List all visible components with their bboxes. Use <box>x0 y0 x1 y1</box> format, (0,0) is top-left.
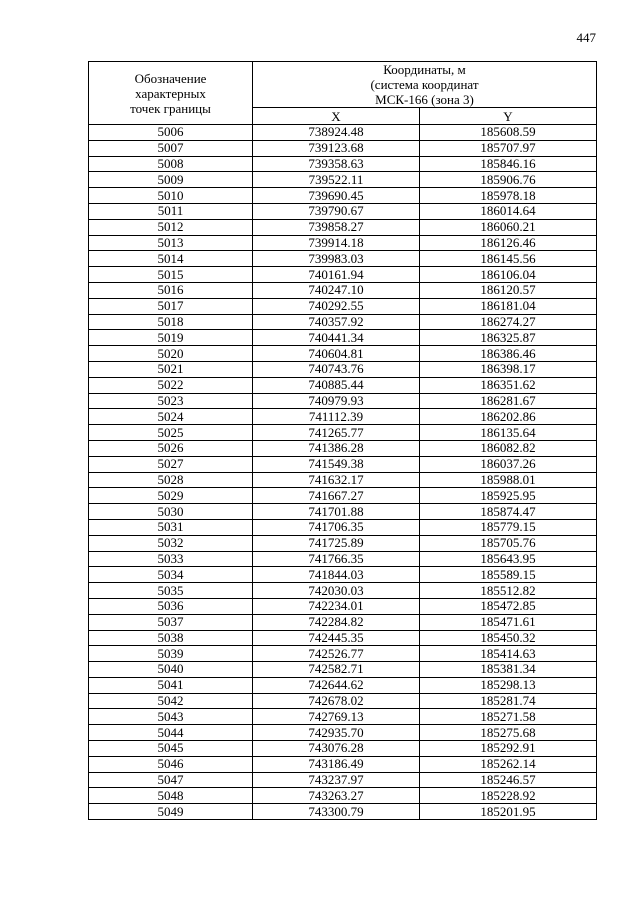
table-row <box>89 314 597 330</box>
point-id-cell: 5024 <box>89 409 253 425</box>
table-row <box>89 535 597 551</box>
y-coordinate-cell: 185925.95 <box>420 488 597 504</box>
table-row <box>89 409 597 425</box>
table-row <box>89 598 597 614</box>
header-text-line: (система координат <box>370 77 479 92</box>
y-coordinate-cell: 185707.97 <box>420 140 597 156</box>
y-coordinate-cell: 185608.59 <box>420 125 597 141</box>
x-coordinate-cell: 740979.93 <box>253 393 420 409</box>
y-coordinate-cell: 185201.95 <box>420 804 597 820</box>
point-id-cell: 5047 <box>89 772 253 788</box>
y-coordinate-cell: 186060.21 <box>420 219 597 235</box>
table-row <box>89 693 597 709</box>
header-text-line: точек границы <box>130 100 211 116</box>
x-coordinate-cell: 741386.28 <box>253 440 420 456</box>
table-row <box>89 772 597 788</box>
x-coordinate-cell: 741701.88 <box>253 504 420 520</box>
x-coordinate-cell: 742678.02 <box>253 693 420 709</box>
table-row <box>89 583 597 599</box>
x-coordinate-cell: 739123.68 <box>253 140 420 156</box>
point-id-cell: 5023 <box>89 393 253 409</box>
x-coordinate-cell: 739983.03 <box>253 251 420 267</box>
table-row <box>89 203 597 219</box>
x-coordinate-cell: 741632.17 <box>253 472 420 488</box>
x-coordinate-cell: 740604.81 <box>253 346 420 362</box>
y-coordinate-cell: 185988.01 <box>420 472 597 488</box>
table-row <box>89 361 597 377</box>
point-id-cell: 5037 <box>89 614 253 630</box>
y-coordinate-cell: 185450.32 <box>420 630 597 646</box>
x-coordinate-cell: 742030.03 <box>253 583 420 599</box>
y-coordinate-cell: 185779.15 <box>420 519 597 535</box>
table-row <box>89 393 597 409</box>
table-row <box>89 788 597 804</box>
point-id-cell: 5018 <box>89 314 253 330</box>
table-row <box>89 125 597 141</box>
point-id-cell: 5022 <box>89 377 253 393</box>
point-id-cell: 5040 <box>89 662 253 678</box>
point-id-cell: 5015 <box>89 267 253 283</box>
x-coordinate-cell: 741265.77 <box>253 425 420 441</box>
y-coordinate-cell: 186145.56 <box>420 251 597 267</box>
x-coordinate-cell: 741844.03 <box>253 567 420 583</box>
point-id-cell: 5043 <box>89 709 253 725</box>
x-coordinate-cell: 739858.27 <box>253 219 420 235</box>
y-coordinate-cell: 185471.61 <box>420 614 597 630</box>
point-id-cell: 5019 <box>89 330 253 346</box>
point-id-cell: 5020 <box>89 346 253 362</box>
x-coordinate-cell: 743186.49 <box>253 756 420 772</box>
x-coordinate-cell: 742582.71 <box>253 662 420 678</box>
point-id-cell: 5021 <box>89 361 253 377</box>
table-row <box>89 188 597 204</box>
point-id-cell: 5044 <box>89 725 253 741</box>
point-id-cell: 5029 <box>89 488 253 504</box>
x-coordinate-cell: 741725.89 <box>253 535 420 551</box>
y-coordinate-cell: 186126.46 <box>420 235 597 251</box>
header-text-line: характерных <box>135 85 206 101</box>
coordinates-table <box>88 61 597 820</box>
table-row <box>89 630 597 646</box>
table-row <box>89 646 597 662</box>
table-row <box>89 346 597 362</box>
y-coordinate-cell: 186014.64 <box>420 203 597 219</box>
y-coordinate-cell: 185472.85 <box>420 598 597 614</box>
table-body <box>89 125 597 820</box>
point-id-cell: 5016 <box>89 282 253 298</box>
point-id-cell: 5026 <box>89 440 253 456</box>
y-coordinate-cell: 185246.57 <box>420 772 597 788</box>
x-coordinate-cell: 738924.48 <box>253 125 420 141</box>
point-id-cell: 5010 <box>89 188 253 204</box>
table-row <box>89 741 597 757</box>
point-id-cell: 5039 <box>89 646 253 662</box>
y-coordinate-cell: 185262.14 <box>420 756 597 772</box>
y-coordinate-cell: 186181.04 <box>420 298 597 314</box>
x-coordinate-cell: 741667.27 <box>253 488 420 504</box>
table-row <box>89 440 597 456</box>
table-row <box>89 614 597 630</box>
x-column-header: X <box>253 108 420 125</box>
y-coordinate-cell: 185589.15 <box>420 567 597 583</box>
table-row <box>89 267 597 283</box>
y-coordinate-cell: 186386.46 <box>420 346 597 362</box>
table-row <box>89 425 597 441</box>
point-id-cell: 5017 <box>89 298 253 314</box>
x-coordinate-cell: 739690.45 <box>253 188 420 204</box>
y-coordinate-cell: 185381.34 <box>420 662 597 678</box>
point-id-cell: 5014 <box>89 251 253 267</box>
point-id-cell: 5030 <box>89 504 253 520</box>
table-row <box>89 551 597 567</box>
table-row <box>89 377 597 393</box>
x-coordinate-cell: 740161.94 <box>253 267 420 283</box>
point-id-cell: 5041 <box>89 677 253 693</box>
y-coordinate-cell: 185643.95 <box>420 551 597 567</box>
point-id-cell: 5027 <box>89 456 253 472</box>
table-row <box>89 156 597 172</box>
y-coordinate-cell: 185846.16 <box>420 156 597 172</box>
table-row <box>89 804 597 820</box>
x-coordinate-cell: 741706.35 <box>253 519 420 535</box>
coordinates-header <box>253 62 597 108</box>
point-id-cell: 5048 <box>89 788 253 804</box>
y-coordinate-cell: 185281.74 <box>420 693 597 709</box>
y-coordinate-cell: 186398.17 <box>420 361 597 377</box>
x-coordinate-cell: 743263.27 <box>253 788 420 804</box>
table-row <box>89 330 597 346</box>
table-header <box>89 62 597 125</box>
x-coordinate-cell: 742769.13 <box>253 709 420 725</box>
table-row <box>89 472 597 488</box>
table-row <box>89 282 597 298</box>
table-row <box>89 298 597 314</box>
point-id-cell: 5006 <box>89 125 253 141</box>
table-row <box>89 519 597 535</box>
y-coordinate-cell: 185298.13 <box>420 677 597 693</box>
x-coordinate-cell: 742644.62 <box>253 677 420 693</box>
point-id-cell: 5034 <box>89 567 253 583</box>
header-row-main <box>89 62 597 108</box>
y-coordinate-cell: 185978.18 <box>420 188 597 204</box>
point-id-cell: 5046 <box>89 756 253 772</box>
table-row <box>89 172 597 188</box>
point-id-cell: 5049 <box>89 804 253 820</box>
table-row <box>89 456 597 472</box>
point-id-cell: 5011 <box>89 203 253 219</box>
x-coordinate-cell: 743300.79 <box>253 804 420 820</box>
y-coordinate-cell: 186351.62 <box>420 377 597 393</box>
point-id-cell: 5013 <box>89 235 253 251</box>
table-row <box>89 709 597 725</box>
x-coordinate-cell: 740247.10 <box>253 282 420 298</box>
x-coordinate-cell: 742445.35 <box>253 630 420 646</box>
table-row <box>89 235 597 251</box>
point-id-cell: 5007 <box>89 140 253 156</box>
x-coordinate-cell: 743076.28 <box>253 741 420 757</box>
y-column-header: Y <box>420 108 597 125</box>
header-text-line: Координаты, м <box>383 62 466 77</box>
x-coordinate-cell: 740885.44 <box>253 377 420 393</box>
point-id-cell: 5035 <box>89 583 253 599</box>
point-designation-header <box>89 62 253 125</box>
y-coordinate-cell: 186202.86 <box>420 409 597 425</box>
point-id-cell: 5042 <box>89 693 253 709</box>
y-coordinate-cell: 186106.04 <box>420 267 597 283</box>
x-coordinate-cell: 740441.34 <box>253 330 420 346</box>
y-coordinate-cell: 185906.76 <box>420 172 597 188</box>
table-row <box>89 725 597 741</box>
y-coordinate-cell: 186082.82 <box>420 440 597 456</box>
header-text-line: МСК-166 (зона 3) <box>375 92 474 107</box>
x-coordinate-cell: 739914.18 <box>253 235 420 251</box>
y-coordinate-cell: 185512.82 <box>420 583 597 599</box>
table-row <box>89 251 597 267</box>
x-coordinate-cell: 739358.63 <box>253 156 420 172</box>
table-row <box>89 677 597 693</box>
point-id-cell: 5032 <box>89 535 253 551</box>
point-id-cell: 5009 <box>89 172 253 188</box>
y-coordinate-cell: 186281.67 <box>420 393 597 409</box>
point-id-cell: 5031 <box>89 519 253 535</box>
table-row <box>89 488 597 504</box>
x-coordinate-cell: 743237.97 <box>253 772 420 788</box>
y-coordinate-cell: 186120.57 <box>420 282 597 298</box>
table-row <box>89 504 597 520</box>
x-coordinate-cell: 742935.70 <box>253 725 420 741</box>
y-coordinate-cell: 186037.26 <box>420 456 597 472</box>
table-row <box>89 756 597 772</box>
x-coordinate-cell: 741766.35 <box>253 551 420 567</box>
x-coordinate-cell: 741112.39 <box>253 409 420 425</box>
point-id-cell: 5025 <box>89 425 253 441</box>
table-row <box>89 662 597 678</box>
x-coordinate-cell: 739790.67 <box>253 203 420 219</box>
x-coordinate-cell: 740292.55 <box>253 298 420 314</box>
page-number: 447 <box>576 30 596 45</box>
point-id-cell: 5036 <box>89 598 253 614</box>
point-id-cell: 5045 <box>89 741 253 757</box>
header-text-line: Обозначение <box>134 70 207 86</box>
x-coordinate-cell: 739522.11 <box>253 172 420 188</box>
table-row <box>89 219 597 235</box>
y-coordinate-cell: 186135.64 <box>420 425 597 441</box>
x-coordinate-cell: 740743.76 <box>253 361 420 377</box>
x-coordinate-cell: 741549.38 <box>253 456 420 472</box>
y-coordinate-cell: 185228.92 <box>420 788 597 804</box>
y-coordinate-cell: 185414.63 <box>420 646 597 662</box>
x-coordinate-cell: 740357.92 <box>253 314 420 330</box>
table-row <box>89 140 597 156</box>
y-coordinate-cell: 185874.47 <box>420 504 597 520</box>
point-id-cell: 5012 <box>89 219 253 235</box>
table-row <box>89 567 597 583</box>
y-coordinate-cell: 185705.76 <box>420 535 597 551</box>
y-coordinate-cell: 186325.87 <box>420 330 597 346</box>
y-coordinate-cell: 185275.68 <box>420 725 597 741</box>
y-coordinate-cell: 185292.91 <box>420 741 597 757</box>
point-id-cell: 5028 <box>89 472 253 488</box>
point-id-cell: 5038 <box>89 630 253 646</box>
x-coordinate-cell: 742284.82 <box>253 614 420 630</box>
x-coordinate-cell: 742526.77 <box>253 646 420 662</box>
point-id-cell: 5008 <box>89 156 253 172</box>
point-id-cell: 5033 <box>89 551 253 567</box>
x-coordinate-cell: 742234.01 <box>253 598 420 614</box>
y-coordinate-cell: 186274.27 <box>420 314 597 330</box>
y-coordinate-cell: 185271.58 <box>420 709 597 725</box>
